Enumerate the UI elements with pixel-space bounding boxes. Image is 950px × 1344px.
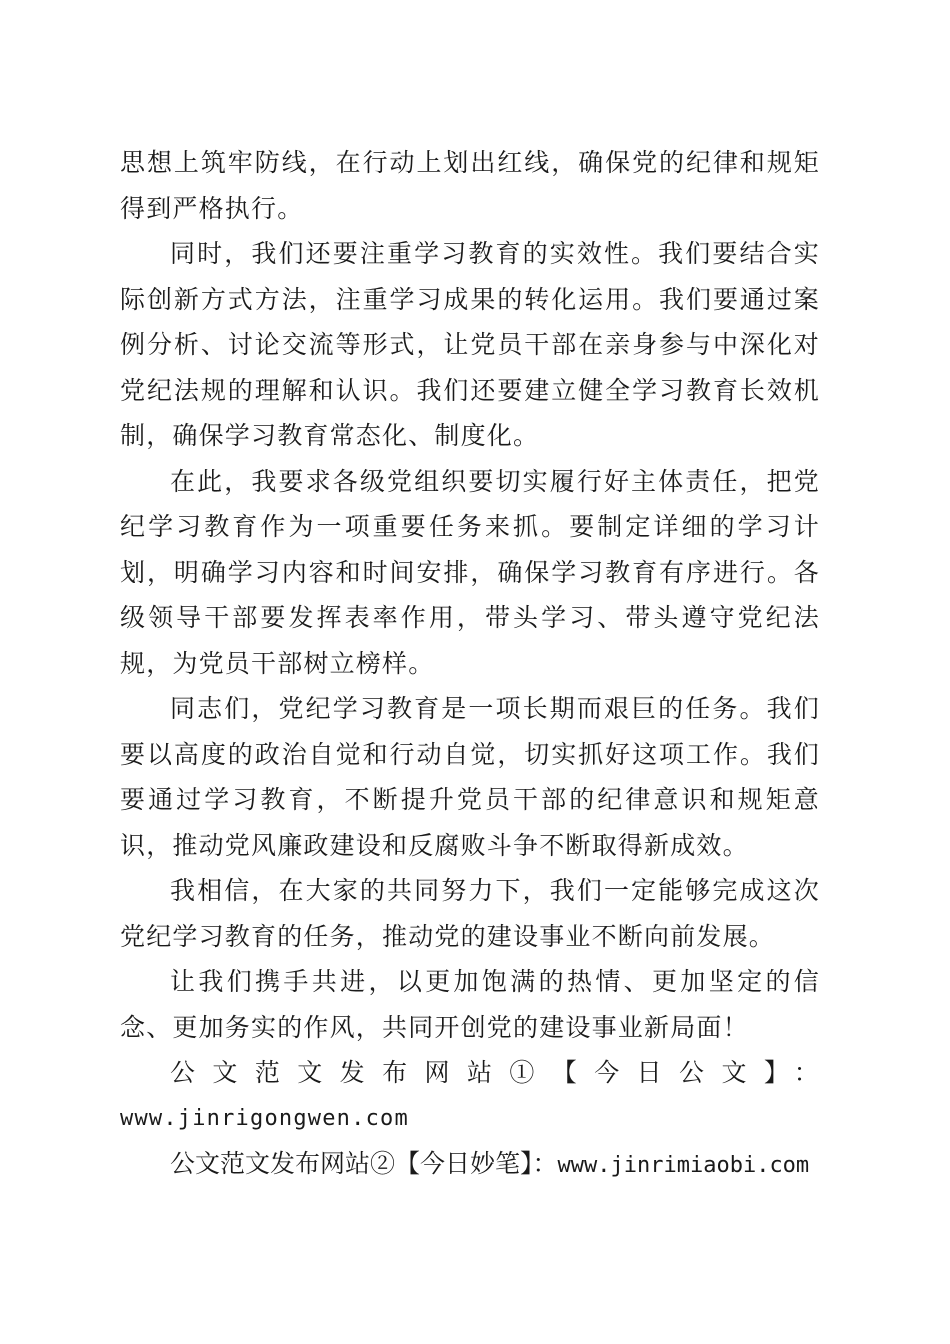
document-body — [120, 140, 820, 1189]
site-1-label: 公文范文发布网站①【今日公文】： — [170, 1058, 820, 1087]
site-1-url[interactable]: www.jinrigongwen.com — [120, 1105, 409, 1131]
site-2-url[interactable]: www.jinrimiaobi.com — [557, 1153, 810, 1178]
paragraph-1: 思想上筑牢防线，在行动上划出红线，确保党的纪律和规矩得到严格执行。 — [120, 148, 820, 223]
paragraph-2: 同时，我们还要注重学习教育的实效性。我们要结合实际创新方式方法，注重学习成果的转化运用。我们要通过案例分析、讨论交流等形式，让党员干部在亲身参与中深化对党纪法规的理解和认识。我们还要建立健全学习教育长效机制，确保学习教育常态化、制度化。 — [120, 239, 820, 450]
paragraph-3: 在此，我要求各级党组织要切实履行好主体责任，把党纪学习教育作为一项重要任务来抓。要制定详细的学习计划，明确学习内容和时间安排，确保学习教育有序进行。各级领导干部要发挥表率作用，带头学习、带头遵守党纪法规，为党员干部树立榜样。 — [120, 466, 820, 678]
paragraph-6: 让我们携手共进，以更加饱满的热情、更加坚定的信念、更加务实的作风，共同开创党的建设事业新局面！ — [120, 967, 820, 1042]
paragraph-4: 同志们，党纪学习教育是一项长期而艰巨的任务。我们要以高度的政治自觉和行动自觉，切实抓好这项工作。我们要通过学习教育，不断提升党员干部的纪律意识和规矩意识，推动党风廉政建设和反腐败斗争不断取得新成效。 — [120, 694, 820, 860]
site-2-label: 公文范文发布网站②【今日妙笔】： — [170, 1149, 558, 1178]
paragraph-5: 我相信，在大家的共同努力下，我们一定能够完成这次党纪学习教育的任务，推动党的建设事业不断向前发展。 — [120, 876, 820, 951]
site-2-line — [120, 1141, 820, 1189]
